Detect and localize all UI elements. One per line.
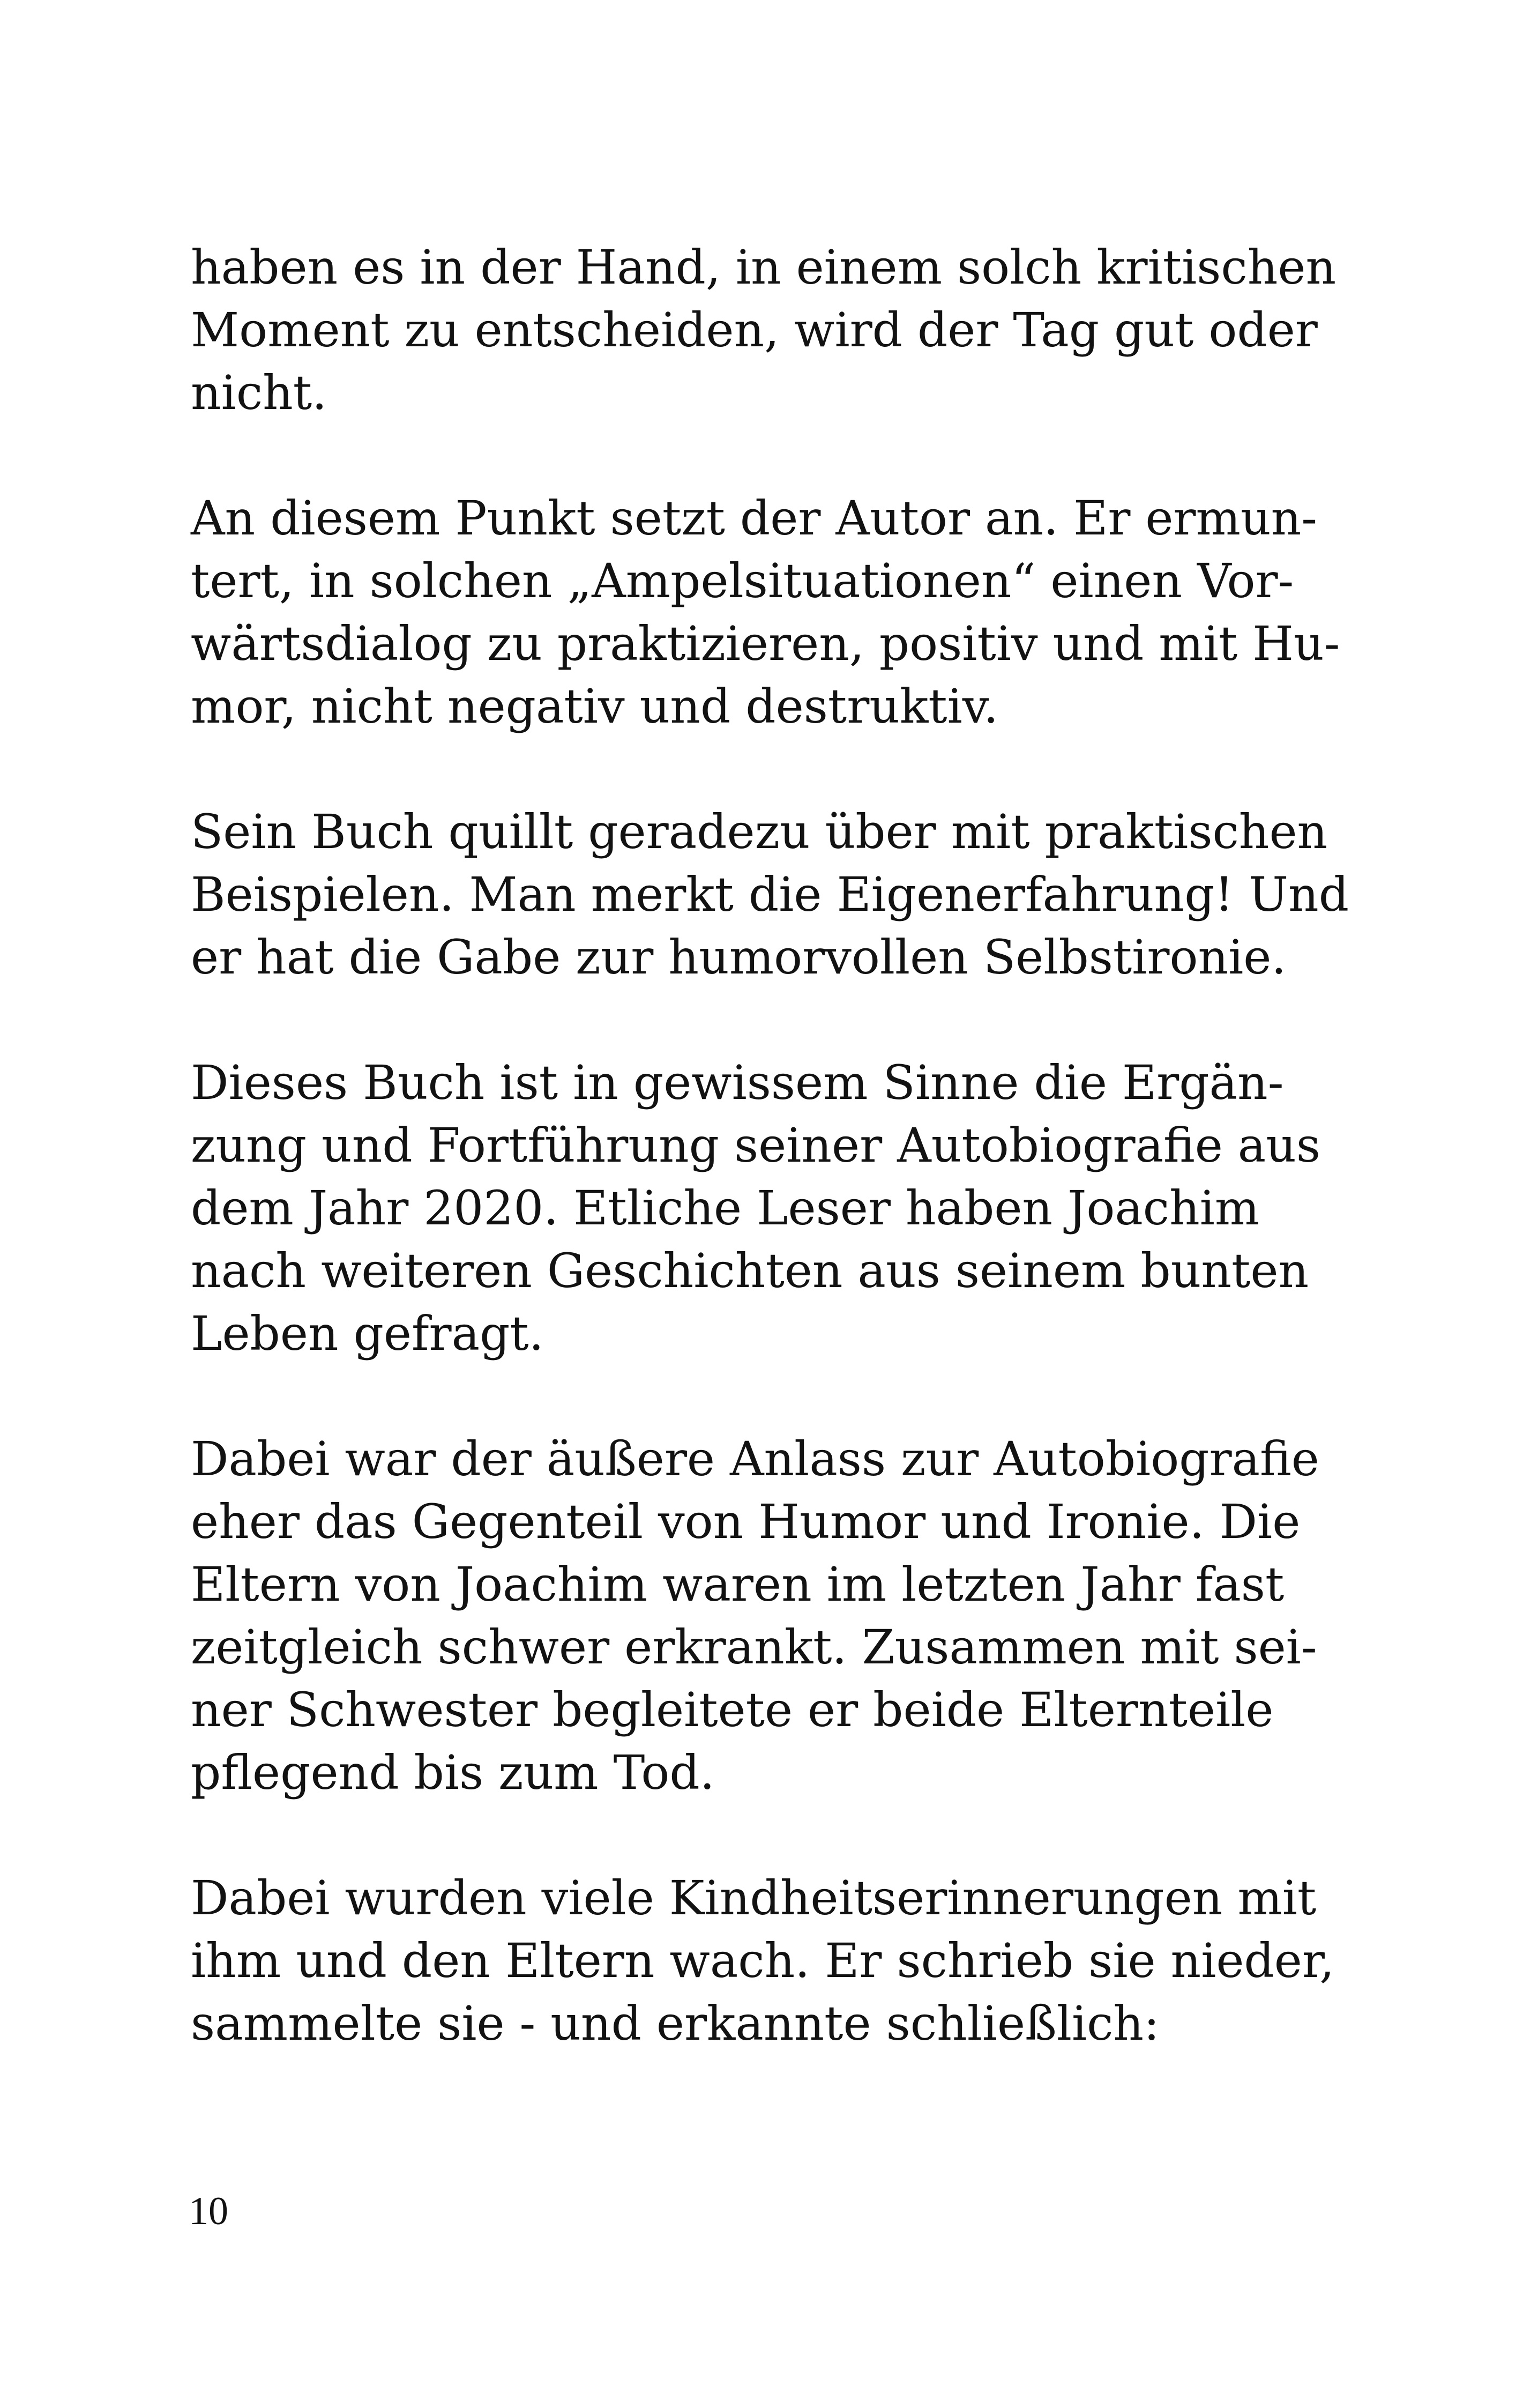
text-line: mor, nicht negativ und destruktiv. [191, 679, 999, 734]
body-text [191, 236, 1349, 2117]
paragraph-3 [191, 800, 1349, 989]
paragraph-2 [191, 487, 1340, 738]
page-number: 10 [189, 2189, 228, 2233]
text-line: Dabei wurden viele Kindheitserinnerungen mit [191, 1870, 1317, 1926]
text-line: nicht. [191, 365, 327, 420]
text-line: ner Schwester begleitete er beide Elternteile [191, 1682, 1274, 1737]
paragraph-1 [191, 236, 1337, 424]
text-line: nach weiteren Geschichten aus seinem bunten [191, 1243, 1309, 1298]
text-line: ihm und den Eltern wach. Er schrieb sie nieder, [191, 1933, 1335, 1988]
text-line: zeitgleich schwer erkrankt. Zusammen mit sei- [191, 1619, 1317, 1675]
paragraph-5 [191, 1428, 1319, 1804]
text-line: Dieses Buch ist in gewissem Sinne die Ergän- [191, 1055, 1284, 1110]
text-line: eher das Gegenteil von Humor und Ironie. Die [191, 1494, 1301, 1549]
text-line: zung und Fortführung seiner Autobiografie aus [191, 1118, 1321, 1173]
text-line: wärtsdialog zu praktizieren, positiv und mit Hu- [191, 616, 1340, 671]
text-line: Dabei war der äußere Anlass zur Autobiografie [191, 1431, 1319, 1487]
text-line: Sein Buch quillt geradezu über mit praktischen [191, 804, 1328, 859]
text-line: Eltern von Joachim waren im letzten Jahr fast [191, 1557, 1285, 1612]
text-line: dem Jahr 2020. Etliche Leser haben Joachim [191, 1180, 1260, 1236]
text-line: tert, in solchen „Ampelsituationen“ einen Vor- [191, 553, 1294, 608]
paragraph-6 [191, 1867, 1335, 2055]
text-line: haben es in der Hand, in einem solch kritischen [191, 240, 1337, 295]
text-line: Moment zu entscheiden, wird der Tag gut oder [191, 302, 1318, 358]
text-line: pflegend bis zum Tod. [191, 1745, 715, 1800]
paragraph-4 [191, 1051, 1321, 1365]
text-line: Leben gefragt. [191, 1306, 544, 1361]
text-line: er hat die Gabe zur humorvollen Selbstironie. [191, 930, 1287, 985]
text-line: sammelte sie - und erkannte schließlich: [191, 1996, 1160, 2051]
text-line: Beispielen. Man merkt die Eigenerfahrung! Und [191, 867, 1349, 922]
text-line: An diesem Punkt setzt der Autor an. Er ermun- [191, 490, 1318, 546]
